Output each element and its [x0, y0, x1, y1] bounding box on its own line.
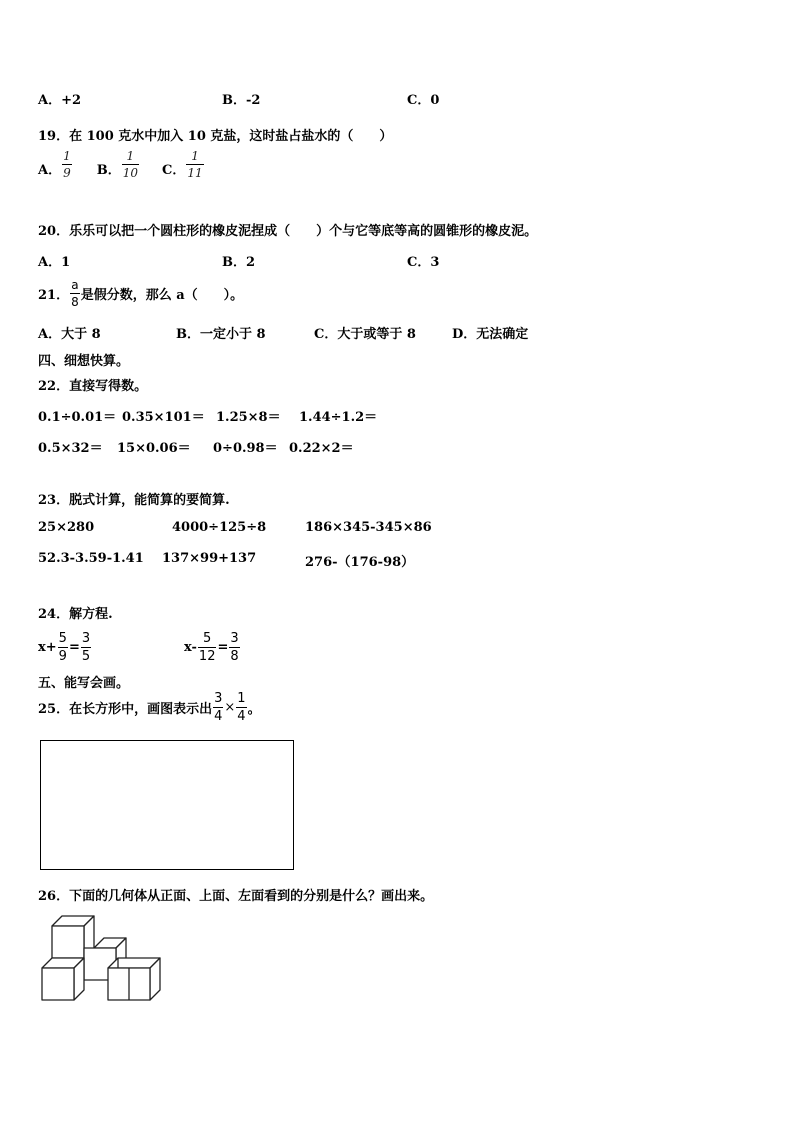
q21-option-a: A．大于 8 — [38, 327, 101, 342]
q21-option-b: B．一定小于 8 — [176, 327, 266, 342]
q21-suffix: 是假分数，那么 a（ ）。 — [80, 288, 244, 303]
q19-option-b-label: B． — [96, 163, 121, 178]
fraction-numerator: 1 — [126, 149, 135, 163]
q22-item: 0.35×101＝ — [122, 410, 205, 425]
fraction-denominator: 9 — [63, 166, 71, 180]
fraction — [213, 692, 223, 723]
q21-stem — [38, 279, 243, 308]
q18-option-b: B．-2 — [222, 93, 261, 108]
q22-item: 15×0.06＝ — [117, 441, 191, 456]
q23-stem: 23．脱式计算，能简算的要简算. — [38, 493, 230, 508]
fraction-numerator: a — [71, 278, 79, 292]
q23-item: 52.3-3.59-1.41 — [38, 551, 144, 566]
q22-item: 0.22×2＝ — [289, 441, 354, 456]
fraction-numerator: 5 — [203, 631, 212, 646]
q18-option-a: A．+2 — [38, 93, 82, 108]
fraction-denominator: 9 — [58, 649, 67, 664]
q19-option-b-fraction — [122, 150, 139, 179]
fraction-numerator: 5 — [58, 631, 67, 646]
q23-item: 276-（176-98） — [305, 555, 415, 570]
q23-item: 25×280 — [38, 520, 95, 535]
fraction — [81, 632, 91, 663]
q24-stem: 24．解方程. — [38, 607, 113, 622]
q18-option-c: C．0 — [407, 93, 440, 108]
q23-item: 137×99+137 — [162, 551, 257, 566]
fraction — [229, 632, 239, 663]
section-4-heading: 四、细想快算。 — [38, 354, 130, 369]
q22-item: 1.25×8＝ — [216, 410, 281, 425]
equation-prefix: x- — [184, 640, 197, 655]
q19-option-c-label: C． — [162, 163, 186, 178]
fraction-numerator: 3 — [81, 631, 91, 646]
times-sign: × — [224, 700, 236, 715]
fraction-denominator: 10 — [122, 166, 139, 180]
fraction-numerator: 1 — [191, 149, 199, 163]
q24-equation-1 — [38, 632, 92, 663]
q21-option-c: C．大于或等于 8 — [314, 327, 416, 342]
q19-option-a-label: A． — [38, 163, 62, 178]
fraction-numerator: 1 — [237, 691, 246, 706]
section-5-heading: 五、能写会画。 — [38, 676, 130, 691]
q20-option-c: C．3 — [407, 255, 440, 270]
q22-stem: 22．直接写得数。 — [38, 379, 148, 394]
equation-prefix: x+ — [38, 640, 57, 655]
q19-options — [38, 149, 205, 180]
fraction-denominator: 8 — [230, 649, 239, 664]
fraction-numerator: 3 — [230, 631, 239, 646]
q22-item: 0÷0.98＝ — [213, 441, 278, 456]
q20-option-b: B．2 — [222, 255, 256, 270]
fraction — [236, 692, 246, 723]
q21-fraction — [70, 279, 80, 308]
fraction-denominator: 11 — [187, 166, 203, 180]
cube-front-face — [42, 968, 74, 1000]
q21-number: 21． — [38, 288, 70, 303]
fraction-numerator: 3 — [214, 691, 223, 706]
q25-stem — [38, 692, 261, 723]
equals-sign: = — [68, 640, 80, 655]
equals-sign: = — [217, 640, 229, 655]
q24-equation-2 — [184, 632, 241, 663]
q20-stem: 20．乐乐可以把一个圆柱形的橡皮泥捏成（ ）个与它等底等高的圆锥形的橡皮泥。 — [38, 224, 538, 239]
q25-suffix: 。 — [247, 702, 261, 717]
fraction — [198, 632, 217, 663]
fraction-denominator: 4 — [237, 709, 246, 724]
q26-stem: 26．下面的几何体从正面、上面、左面看到的分别是什么？画出来。 — [38, 889, 434, 904]
q19-option-a-fraction — [62, 150, 72, 179]
fraction-denominator: 12 — [198, 649, 216, 664]
fraction-denominator: 5 — [81, 649, 91, 664]
q20-option-a: A．1 — [38, 255, 71, 270]
cube-front-face — [52, 926, 84, 958]
fraction — [58, 632, 68, 663]
cube-solid-figure — [38, 912, 166, 1008]
answer-rectangle[interactable] — [40, 740, 294, 870]
fraction-numerator: 1 — [63, 149, 71, 163]
q22-item: 1.44÷1.2＝ — [299, 410, 378, 425]
q21-option-d: D．无法确定 — [452, 327, 529, 342]
q19-stem: 19．在 100 克水中加入 10 克盐，这时盐占盐水的（ ） — [38, 129, 393, 144]
q23-item: 4000÷125÷8 — [172, 520, 267, 535]
q23-item: 186×345-345×86 — [305, 520, 432, 535]
fraction-denominator: 8 — [71, 295, 79, 309]
fraction-denominator: 4 — [214, 709, 223, 724]
q25-text: 25．在长方形中，画图表示出 — [38, 702, 213, 717]
q22-item: 0.5×32＝ — [38, 441, 103, 456]
q22-item: 0.1÷0.01＝ — [38, 410, 117, 425]
q19-option-c-fraction — [186, 150, 203, 179]
